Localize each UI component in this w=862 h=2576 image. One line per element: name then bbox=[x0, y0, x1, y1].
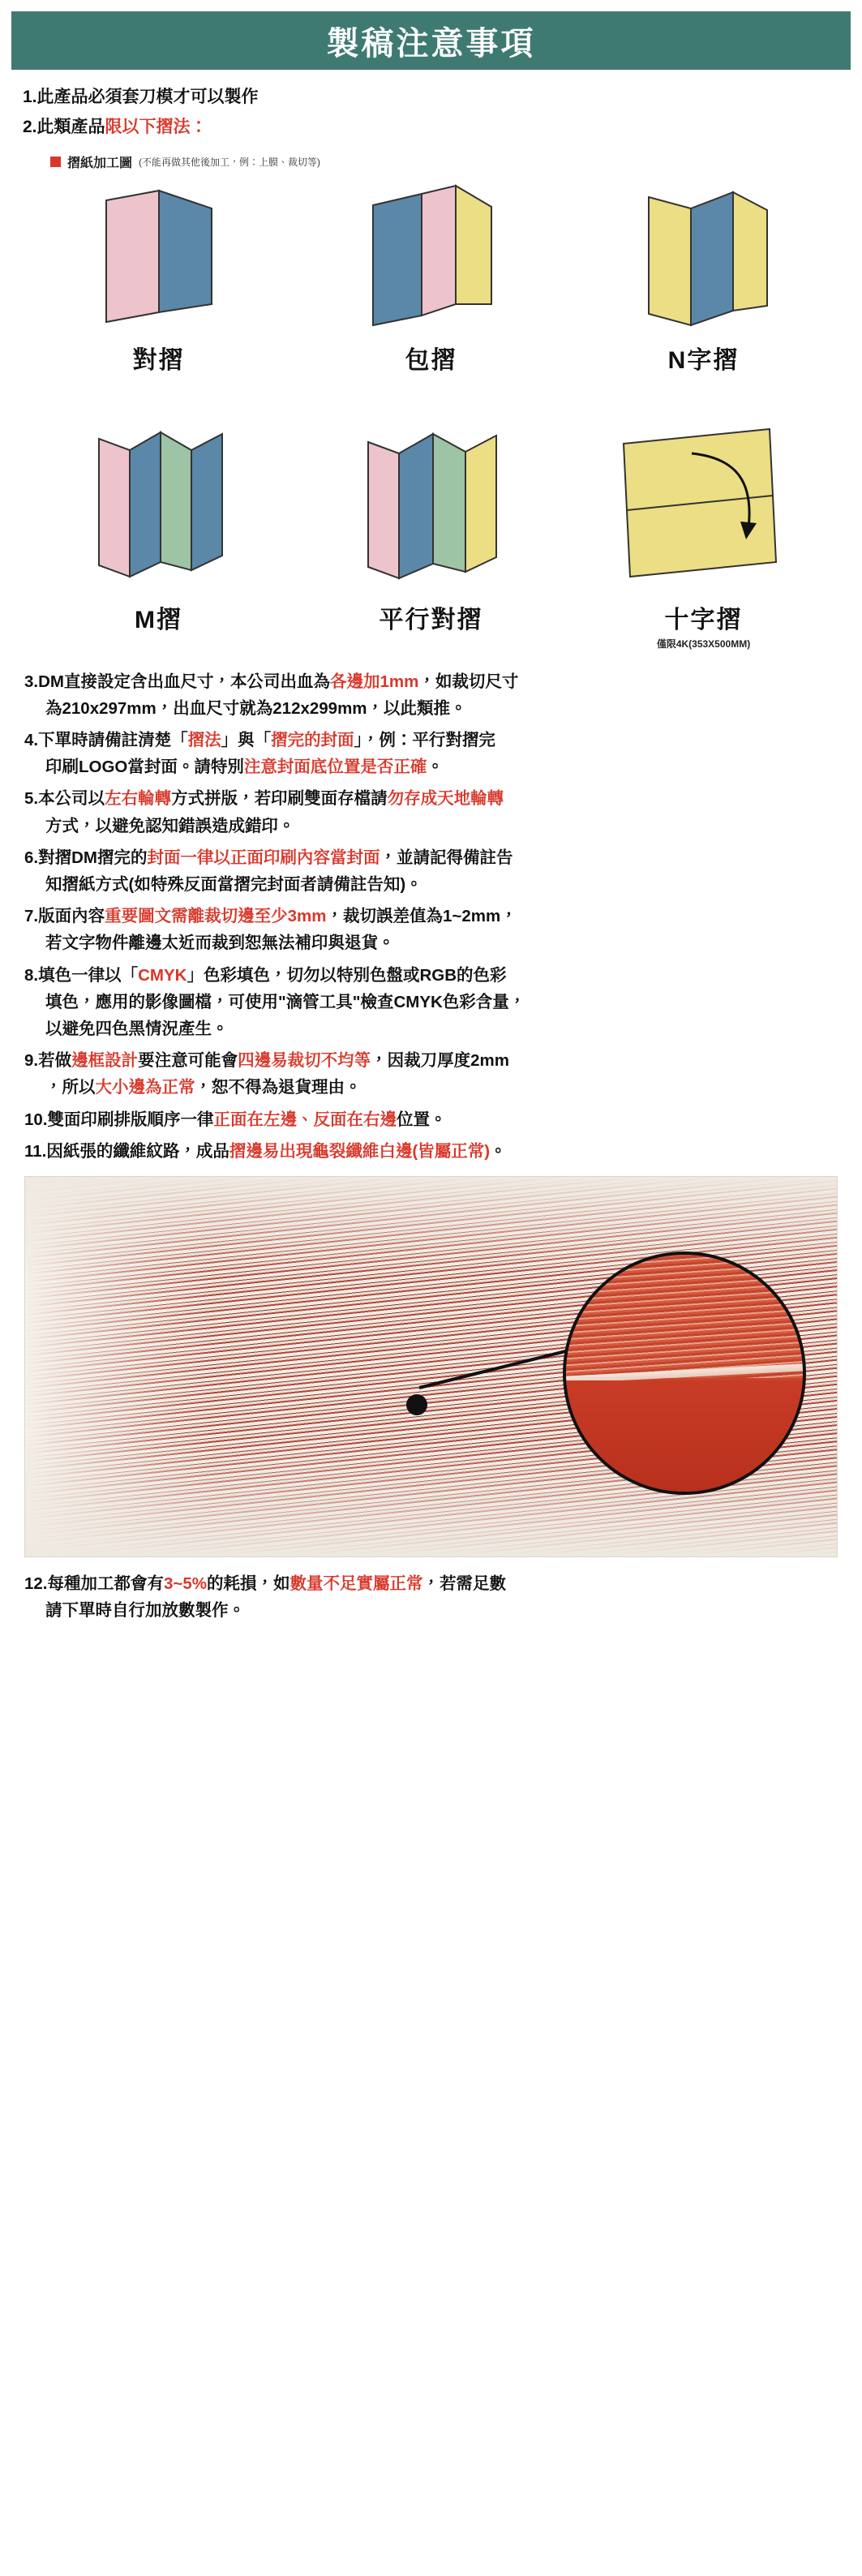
note-7-seg-1-3: ，裁切誤差值為1~2mm， bbox=[326, 907, 517, 926]
note-4-seg-1-1: 4.下單時請備註清楚「 bbox=[24, 730, 188, 749]
page-header-banner bbox=[11, 11, 851, 70]
callout-anchor-dot bbox=[406, 1394, 427, 1415]
note-5-seg-1-4: 勿存成天地輪轉 bbox=[387, 789, 504, 809]
note-5-line-1 bbox=[24, 789, 504, 808]
note-7-seg-2-1: 若文字物件離邊太近而裁到恕無法補印與退貨。 bbox=[45, 934, 395, 953]
note-4-seg-1-3: 」與「 bbox=[221, 730, 272, 749]
note-9-line-1 bbox=[24, 1051, 509, 1070]
fold-label-z-fold: N字摺 bbox=[667, 346, 740, 374]
note-7-line-1 bbox=[24, 907, 517, 925]
note-12-line-2 bbox=[24, 1597, 838, 1624]
note-5-seg-1-2: 左右輪轉 bbox=[105, 789, 172, 809]
z-fold-illustration bbox=[607, 182, 801, 328]
note-10 bbox=[24, 1106, 838, 1133]
note-4-seg-1-4: 摺完的封面 bbox=[271, 730, 354, 749]
note-6-seg-1-2: 封面一律以正面印刷內容當封面 bbox=[147, 848, 380, 867]
callout-fiber-area bbox=[566, 1255, 803, 1378]
note-8-seg-1-2: CMYK bbox=[138, 965, 187, 985]
wrap-fold-illustration bbox=[334, 182, 529, 328]
parallel-fold-illustration bbox=[334, 426, 529, 588]
note-3-seg-1-3: ，如裁切尺寸 bbox=[418, 672, 519, 691]
note-8-seg-1-1: 8.填色一律以「 bbox=[24, 965, 139, 985]
fold-row-1 bbox=[0, 182, 862, 376]
fold-art-half-fold bbox=[62, 182, 256, 328]
note-9-seg-1-3: 要注意可能會 bbox=[138, 1051, 238, 1071]
note-7-seg-1-2: 重要圖文需離裁切邊至少3mm bbox=[105, 907, 327, 926]
intro-item-1: 1.此產品必須套刀模才可以製作 bbox=[23, 88, 259, 106]
note-9-seg-1-4: 四邊易裁切不均等 bbox=[238, 1051, 371, 1071]
fold-label-wrap-fold: 包摺 bbox=[405, 346, 457, 374]
note-11-seg-1-2: 摺邊易出現龜裂纖維白邊(皆屬正常) bbox=[229, 1141, 491, 1161]
intro-item-2-accent: 限以下摺法： bbox=[105, 117, 208, 136]
fold-art-cross-fold bbox=[603, 426, 805, 588]
page-title: 製稿注意事項 bbox=[326, 25, 536, 62]
note-3-seg-1-2: 各邊加1mm bbox=[329, 672, 419, 691]
intro-section bbox=[0, 70, 862, 171]
note-12-seg-2-1: 請下單時自行加放數製作。 bbox=[45, 1601, 245, 1621]
note-4-seg-2-3: 。 bbox=[427, 758, 444, 777]
note-9-seg-1-1: 9.若做 bbox=[24, 1051, 72, 1071]
note-9-seg-2-1: ，所以 bbox=[45, 1078, 96, 1097]
note-4-line-2 bbox=[24, 753, 838, 780]
fold-art-wrap-fold bbox=[334, 182, 529, 328]
note-11 bbox=[24, 1138, 838, 1165]
fold-cell-parallel-fold bbox=[310, 426, 553, 650]
note-8 bbox=[24, 962, 838, 1043]
notes-list bbox=[0, 650, 862, 1165]
note-4-seg-1-5: 」，例：平行對摺完 bbox=[354, 730, 495, 749]
fold-art-parallel-fold bbox=[334, 426, 529, 588]
note-6-seg-2-1: 知摺紙方式(如特殊反面當摺完封面者請備註告知)。 bbox=[45, 874, 422, 894]
note-8-seg-2-1: 填色，應用的影像圖檔，可使用"滴管工具"檢查CMYK色彩含量， bbox=[45, 992, 526, 1011]
note-4-line-1 bbox=[24, 731, 495, 749]
callout-solid-area bbox=[566, 1380, 803, 1492]
fold-art-z-fold bbox=[607, 182, 801, 328]
note-8-line-2 bbox=[24, 989, 838, 1015]
note-11-seg-1-3: 。 bbox=[490, 1141, 507, 1161]
note-6-line-1 bbox=[24, 848, 512, 867]
fold-art-m-fold bbox=[62, 426, 256, 588]
note-12-seg-1-3: 的耗損，如 bbox=[207, 1574, 290, 1593]
note-5-seg-1-1: 5.本公司以 bbox=[24, 789, 105, 809]
fold-sublabel-cross-fold: 僅限4K(353X500MM) bbox=[656, 638, 751, 650]
note-8-line-1 bbox=[24, 966, 507, 985]
intro-item-2 bbox=[23, 113, 839, 143]
note-9-seg-2-3: ，恕不得為退貨理由。 bbox=[195, 1078, 362, 1097]
fold-label-half-fold: 對摺 bbox=[132, 346, 185, 374]
note-3-seg-1-1: 3.DM直接設定含出血尺寸，本公司出血為 bbox=[24, 672, 330, 691]
note-9-line-2 bbox=[24, 1074, 838, 1101]
note-10-seg-1-3: 位置。 bbox=[397, 1110, 447, 1129]
paper-fiber-photo bbox=[24, 1176, 838, 1557]
fold-cell-cross-fold bbox=[582, 426, 826, 650]
note-12-seg-1-1: 12.每種加工都會有 bbox=[24, 1574, 164, 1593]
fold-diagram-subnote bbox=[50, 152, 839, 171]
note-8-seg-3-1: 以避免四色黑情況產生。 bbox=[45, 1019, 229, 1038]
cross-fold-illustration bbox=[603, 426, 805, 588]
note-3-seg-2-1: 為210x297mm，出血尺寸就為212x299mm，以此類推。 bbox=[45, 698, 467, 718]
note-5-line-2 bbox=[24, 813, 838, 839]
footer-notes-list bbox=[0, 1557, 862, 1637]
note-9-seg-1-2: 邊框設計 bbox=[71, 1051, 139, 1071]
note-6 bbox=[24, 844, 838, 898]
note-7 bbox=[24, 903, 838, 956]
fold-cell-half-fold bbox=[37, 182, 281, 376]
fold-cell-m-fold bbox=[37, 426, 281, 650]
note-12-seg-1-5: ，若需足數 bbox=[422, 1574, 507, 1593]
note-4-seg-2-1: 印刷LOGO當封面。請特別 bbox=[45, 758, 244, 777]
note-7-seg-1-1: 7.版面內容 bbox=[24, 907, 105, 926]
note-5-seg-2-1: 方式，以避免認知錯誤造成錯印。 bbox=[45, 816, 295, 835]
note-8-line-3 bbox=[24, 1015, 838, 1042]
note-12-seg-1-2: 3~5% bbox=[164, 1574, 208, 1593]
fold-diagrams bbox=[0, 182, 862, 650]
note-5-seg-1-3: 方式拼版，若印刷雙面存檔請 bbox=[171, 789, 388, 809]
fold-row-2 bbox=[0, 426, 862, 650]
note-4-seg-1-2: 摺法 bbox=[187, 730, 221, 749]
fold-cell-wrap-fold bbox=[310, 182, 553, 376]
subnote-label: 摺紙加工圖 bbox=[67, 156, 133, 170]
red-square-icon bbox=[50, 157, 61, 167]
note-3 bbox=[24, 668, 838, 722]
note-3-line-2 bbox=[24, 695, 838, 722]
note-4 bbox=[24, 727, 838, 780]
note-6-line-2 bbox=[24, 871, 838, 898]
note-5 bbox=[24, 785, 838, 839]
note-3-line-1 bbox=[24, 672, 518, 691]
note-11-line-1 bbox=[24, 1142, 507, 1161]
note-11-seg-1-1: 11.因紙張的纖維紋路，成品 bbox=[24, 1141, 229, 1161]
note-12-line-1 bbox=[24, 1574, 506, 1593]
note-10-line-1 bbox=[24, 1110, 447, 1129]
note-12 bbox=[24, 1570, 838, 1624]
callout-magnifier bbox=[563, 1252, 806, 1495]
intro-item-2-prefix: 2.此類產品 bbox=[23, 117, 105, 136]
half-fold-illustration bbox=[62, 182, 256, 328]
subnote-detail: (不能再做其他後加工，例：上膜、裁切等) bbox=[139, 156, 321, 168]
fold-cell-z-fold bbox=[582, 182, 826, 376]
note-9-seg-1-5: ，因裁刀厚度2mm bbox=[371, 1051, 509, 1071]
note-12-seg-1-4: 數量不足實屬正常 bbox=[289, 1574, 423, 1593]
m-fold-illustration bbox=[62, 426, 256, 588]
note-9-seg-2-2: 大小邊為正常 bbox=[95, 1078, 195, 1097]
note-8-seg-1-3: 」色彩填色，切勿以特別色盤或RGB的色彩 bbox=[187, 965, 507, 985]
document-page bbox=[0, 11, 862, 1653]
fold-label-cross-fold: 十字摺 bbox=[664, 606, 743, 633]
note-6-seg-1-1: 6.對摺DM摺完的 bbox=[24, 848, 148, 867]
note-10-seg-1-1: 10.雙面印刷排版順序一律 bbox=[24, 1110, 214, 1129]
note-10-seg-1-2: 正面在左邊、反面在右邊 bbox=[213, 1110, 397, 1129]
note-4-seg-2-2: 注意封面底位置是否正確 bbox=[243, 758, 427, 777]
fold-label-m-fold: M摺 bbox=[135, 606, 182, 633]
note-6-seg-1-3: ，並請記得備註告 bbox=[380, 848, 513, 867]
note-9 bbox=[24, 1047, 838, 1101]
fold-label-parallel-fold: 平行對摺 bbox=[379, 606, 483, 633]
note-7-line-2 bbox=[24, 930, 838, 956]
